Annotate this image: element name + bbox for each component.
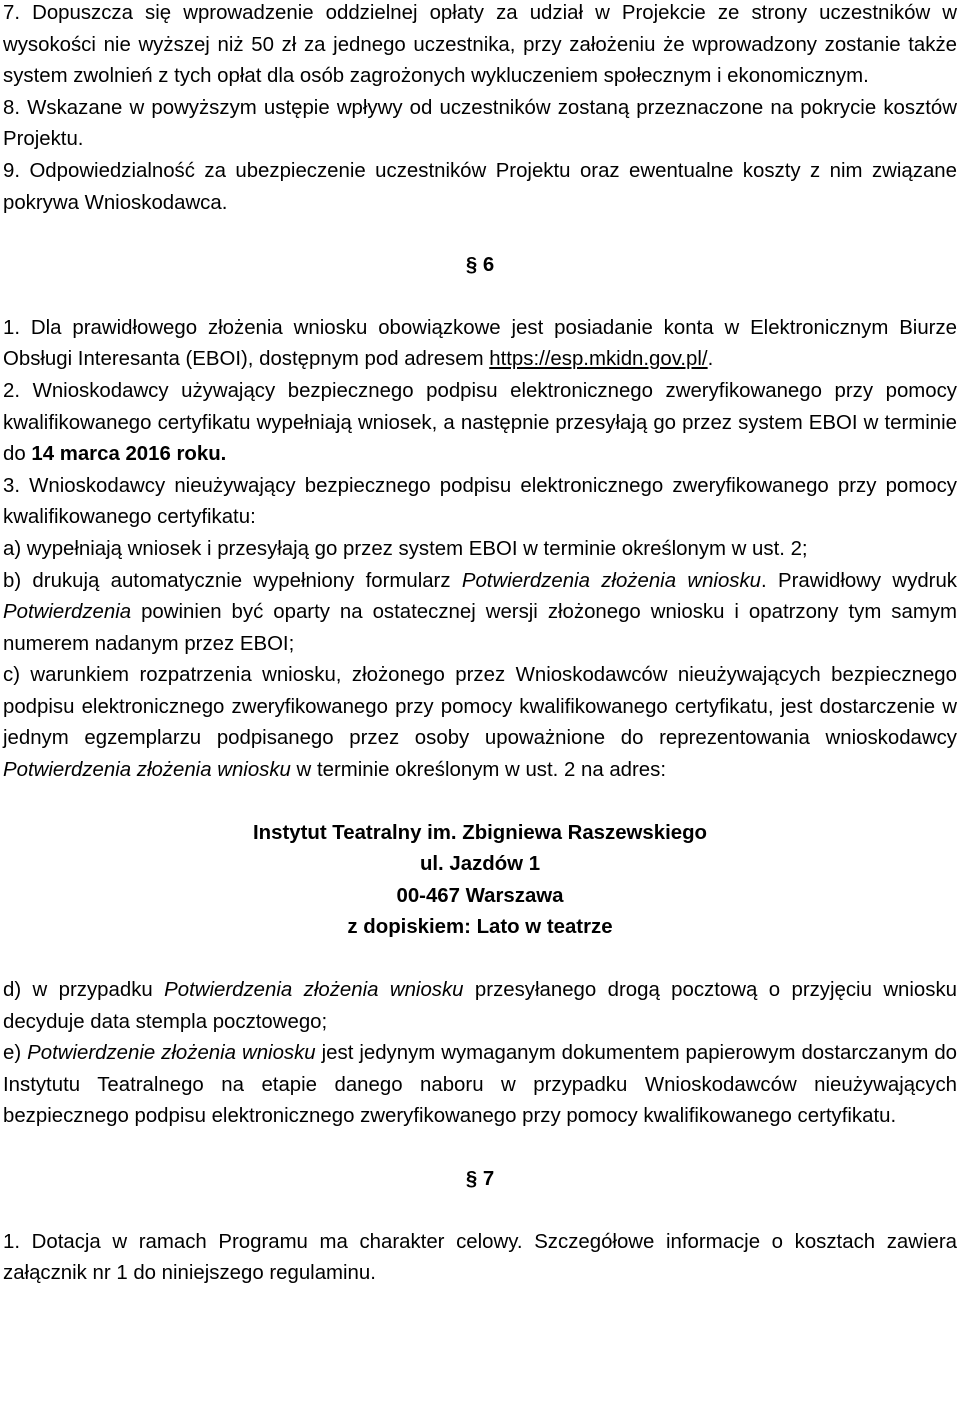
address-line: Instytut Teatralny im. Zbigniewa Raszewskiego — [253, 821, 707, 844]
paragraph-6-3-d — [3, 975, 957, 1038]
spacer — [3, 787, 957, 818]
address-line: 00-467 Warszawa — [396, 884, 564, 907]
paragraph-6-3-c — [3, 660, 957, 786]
section-heading-6: § 6 — [465, 254, 495, 277]
paragraph-6-3-c-italic: Potwierdzenia złożenia wniosku — [3, 759, 291, 782]
paragraph-6-1 — [3, 313, 957, 376]
paragraph-6-2 — [3, 376, 957, 471]
paragraph-6-3-b-italic: Potwierdzenia — [3, 601, 132, 624]
address-line: z dopiskiem: Lato w teatrze — [347, 916, 613, 939]
paragraph-6-3-b — [3, 566, 957, 661]
paragraph-6-1-end: . — [707, 348, 714, 371]
paragraph-6-3-b-part: b) drukują automatycznie wypełniony formularz — [3, 569, 462, 592]
paragraph-6-3-c-part: w terminie określonym w ust. 2 na adres: — [290, 759, 666, 782]
address-block — [3, 818, 957, 944]
paragraph-7-1: 1. Dotacja w ramach Programu ma charakter celowy. Szczegółowe informacje o kosztach zawiera załącznik nr 1 do niniejszego regulaminu. — [3, 1230, 957, 1285]
paragraph-5-7: 7. Dopuszcza się wprowadzenie oddzielnej opłaty za udział w Projekcie ze strony uczestników w wysokości nie wyższej niż 50 zł za jednego uczestnika, przy założeniu że wprowadzony zostanie także system zwolnień z tych opłat dla osób zagrożonych wykluczeniem społecznym i ekonomicznym. — [3, 2, 957, 88]
spacer — [3, 282, 957, 313]
paragraph-6-3-d-italic: Potwierdzenia złożenia wniosku — [164, 979, 464, 1002]
paragraph-6-1-text: 1. Dla prawidłowego złożenia wniosku obowiązkowe jest posiadanie konta w Elektronicznym Biurze Obsługi Interesanta (EBOI), dostępnym pod adresem — [3, 316, 957, 371]
eboi-link[interactable]: https://esp.mkidn.gov.pl/ — [489, 348, 708, 371]
address-line: ul. Jazdów 1 — [419, 853, 541, 876]
spacer — [3, 1133, 957, 1164]
paragraph-6-3-e — [3, 1038, 957, 1133]
paragraph-6-3: 3. Wnioskodawcy nieużywający bezpiecznego podpisu elektronicznego zweryfikowanego przy pomocy kwalifikowanego certyfikatu: — [3, 474, 957, 529]
paragraph-6-3-b-part: . Prawidłowy wydruk — [761, 569, 958, 592]
document-page — [3, 0, 957, 1290]
paragraph-6-3-a: a) wypełniają wniosek i przesyłają go przez system EBOI w terminie określonym w ust. 2; — [3, 537, 808, 560]
paragraph-6-3-b-italic: Potwierdzenia złożenia wniosku — [461, 569, 762, 592]
spacer — [3, 219, 957, 250]
spacer — [3, 1196, 957, 1227]
paragraph-6-3-d-part: d) w przypadku — [3, 979, 165, 1002]
paragraph-6-3-b-part: powinien być oparty na ostatecznej wersji złożonego wniosku i opatrzony tym samym numerem nadanym przez EBOI; — [3, 601, 957, 655]
paragraph-6-3-e-part: e) — [3, 1042, 28, 1065]
spacer — [3, 944, 957, 975]
paragraph-5-9: 9. Odpowiedzialność za ubezpieczenie uczestników Projektu oraz ewentualne koszty z nim związane pokrywa Wnioskodawca. — [3, 159, 957, 214]
paragraph-5-8: 8. Wskazane w powyższym ustępie wpływy od uczestników zostaną przeznaczone na pokrycie kosztów Projektu. — [3, 96, 957, 151]
paragraph-6-3-e-part: jest jedynym wymaganym dokumentem papierowym dostarczanym do Instytutu Teatralnego na etapie danego naboru w przypadku Wnioskodawców nieużywających bezpiecznego podpisu elektronicznego zweryfikowanego przy pomocy kwalifikowanego certyfikatu. — [3, 1042, 958, 1128]
paragraph-6-3-e-italic: Potwierdzenie złożenia wniosku — [27, 1042, 316, 1065]
deadline-date: 14 marca 2016 roku. — [31, 443, 227, 466]
paragraph-6-3-d-part: przesyłanego drogą pocztową o przyjęciu wniosku decyduje data stempla pocztowego; — [3, 979, 958, 1033]
section-heading-7: § 7 — [465, 1168, 495, 1190]
paragraph-6-2-text: 2. Wnioskodawcy używający bezpiecznego podpisu elektronicznego zweryfikowanego przy pomocy kwalifikowanego certyfikatu wypełniają wniosek, a następnie przesyłają go przez system EBOI w terminie do — [3, 379, 957, 466]
paragraph-6-3-c-part: c) warunkiem rozpatrzenia wniosku, złożonego przez Wnioskodawców nieużywających bezpiecznego podpisu elektronicznego zweryfikowanego przy pomocy kwalifikowanego certyfikatu, jest dostarczenie w jednym egzemplarzu podpisanego przez osoby upoważnione do reprezentowania wnioskodawcy — [3, 664, 957, 750]
